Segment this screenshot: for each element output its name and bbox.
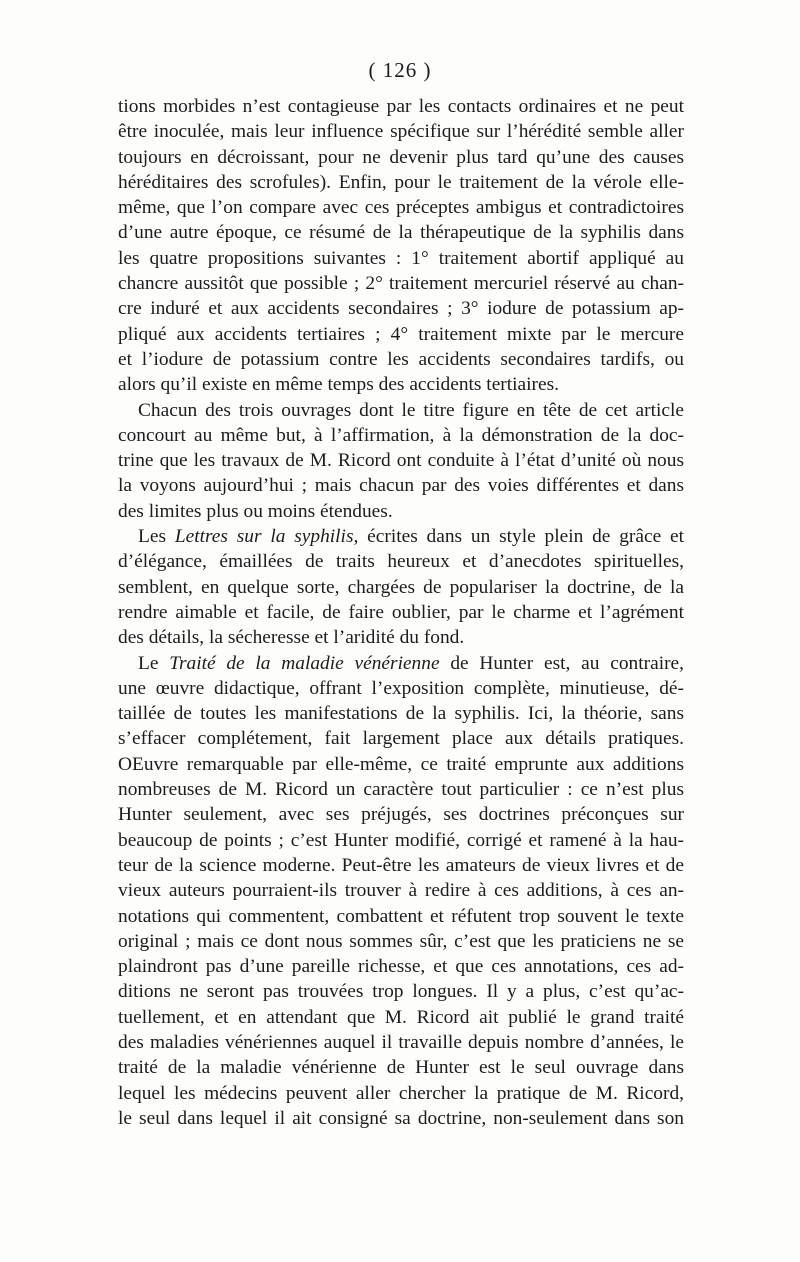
text-line: traité de la maladie vénérienne de Hunter est le seul ouvrage dans bbox=[118, 1057, 684, 1079]
paragraph-3 bbox=[118, 524, 684, 650]
text-line: alors qu’il existe en même temps des accidents tertiaires. bbox=[118, 374, 559, 396]
text-line: OEuvre remarquable par elle-même, ce traité emprunte aux additions bbox=[118, 753, 684, 775]
text-line: beaucoup de points ; c’est Hunter modifié, corrigé et ramené à la hau- bbox=[118, 829, 684, 851]
text-line: Chacun des trois ouvrages dont le titre figure en tête de cet article bbox=[138, 399, 684, 421]
text-line: notations qui commentent, combattent et réfutent trop souvent le texte bbox=[118, 905, 684, 927]
text-line: Hunter seulement, avec ses préjugés, ses doctrines préconçues sur bbox=[118, 804, 684, 826]
text-line: vieux auteurs pourraient-ils trouver à redire à ces additions, à ces an- bbox=[118, 880, 684, 902]
text-line: pliqué aux accidents tertiaires ; 4° traitement mixte par le mercure bbox=[118, 323, 684, 345]
text-line: nombreuses de M. Ricord un caractère tout particulier : ce n’est plus bbox=[118, 779, 684, 801]
text-segment: de Hunter est, au contraire, bbox=[439, 652, 684, 674]
text-line: rendre aimable et facile, de faire oublier, par le charme et l’agrément bbox=[118, 601, 684, 623]
text-line: concourt au même but, à l’affirmation, à la démonstration de la doc- bbox=[118, 424, 684, 446]
text-line: d’une autre époque, ce résumé de la thérapeutique de la syphilis dans bbox=[118, 222, 684, 244]
text-line: chancre aussitôt que possible ; 2° traitement mercuriel réservé au chan- bbox=[118, 273, 684, 295]
text-line: toujours en décroissant, pour ne devenir plus tard qu’une des causes bbox=[118, 146, 684, 168]
text-line: le seul dans lequel il ait consigné sa doctrine, non-seulement dans son bbox=[118, 1107, 684, 1129]
text-segment: écrites dans un style plein de grâce et bbox=[358, 526, 684, 548]
paragraph-1 bbox=[118, 94, 684, 398]
text-line bbox=[118, 524, 684, 549]
text-line: héréditaires des scrofules). Enfin, pour le traitement de la vérole elle- bbox=[118, 171, 684, 193]
paragraph-2 bbox=[118, 398, 684, 524]
text-line: la voyons aujourd’hui ; mais chacun par des voies différentes et dans bbox=[118, 475, 684, 497]
text-line: ditions ne seront pas trouvées trop longues. Il y a plus, c’est qu’ac- bbox=[118, 981, 684, 1003]
text-segment: Les bbox=[138, 526, 175, 548]
text-line: plaindront pas d’une pareille richesse, et que ces annotations, ces ad- bbox=[118, 956, 684, 978]
text-line: semblent, en quelque sorte, chargées de populariser la doctrine, de la bbox=[118, 576, 684, 598]
text-line: trine que les travaux de M. Ricord ont conduite à l’état d’unité où nous bbox=[118, 450, 684, 472]
text-line: d’élégance, émaillées de traits heureux et d’anecdotes spirituelles, bbox=[118, 551, 684, 573]
text-line: une œuvre didactique, offrant l’exposition complète, minutieuse, dé- bbox=[118, 677, 684, 699]
text-segment: Le bbox=[138, 652, 170, 674]
text-line: être inoculée, mais leur influence spécifique sur l’hérédité semble aller bbox=[118, 121, 684, 143]
text-line: teur de la science moderne. Peut-être les amateurs de vieux livres et de bbox=[118, 854, 684, 876]
text-line: des détails, la sécheresse et l’aridité du fond. bbox=[118, 627, 465, 649]
text-line: les quatre propositions suivantes : 1° traitement abortif appliqué au bbox=[118, 247, 684, 269]
text-line bbox=[118, 651, 684, 676]
page-number: ( 126 ) bbox=[368, 58, 432, 82]
text-line: même, que l’on compare avec ces préceptes ambigus et contradictoires bbox=[118, 197, 684, 219]
text-line: des limites plus ou moins étendues. bbox=[118, 500, 393, 522]
text-line: lequel les médecins peuvent aller chercher la pratique de M. Ricord, bbox=[118, 1082, 684, 1104]
text-line: s’effacer complétement, fait largement place aux détails pratiques. bbox=[118, 728, 684, 750]
text-line: tions morbides n’est contagieuse par les contacts ordinaires et ne peut bbox=[118, 96, 684, 117]
text-line: taillée de toutes les manifestations de la syphilis. Ici, la théorie, sans bbox=[118, 703, 684, 725]
paragraph-4 bbox=[118, 651, 684, 1132]
text-line: et l’iodure de potassium contre les accidents secondaires tardifs, ou bbox=[118, 348, 684, 370]
text-line: original ; mais ce dont nous sommes sûr, c’est que les praticiens ne se bbox=[118, 930, 684, 952]
text-body bbox=[118, 94, 684, 1131]
book-title-italic: Lettres sur la syphilis, bbox=[174, 526, 359, 548]
text-line: des maladies vénériennes auquel il travaille depuis nombre d’années, le bbox=[118, 1031, 684, 1053]
book-title-italic: Traité de la maladie vénérienne bbox=[169, 652, 440, 674]
text-line: tuellement, et en attendant que M. Ricord ait publié le grand traité bbox=[118, 1006, 684, 1028]
text-line: cre induré et aux accidents secondaires ; 3° iodure de potassium ap- bbox=[118, 298, 684, 320]
